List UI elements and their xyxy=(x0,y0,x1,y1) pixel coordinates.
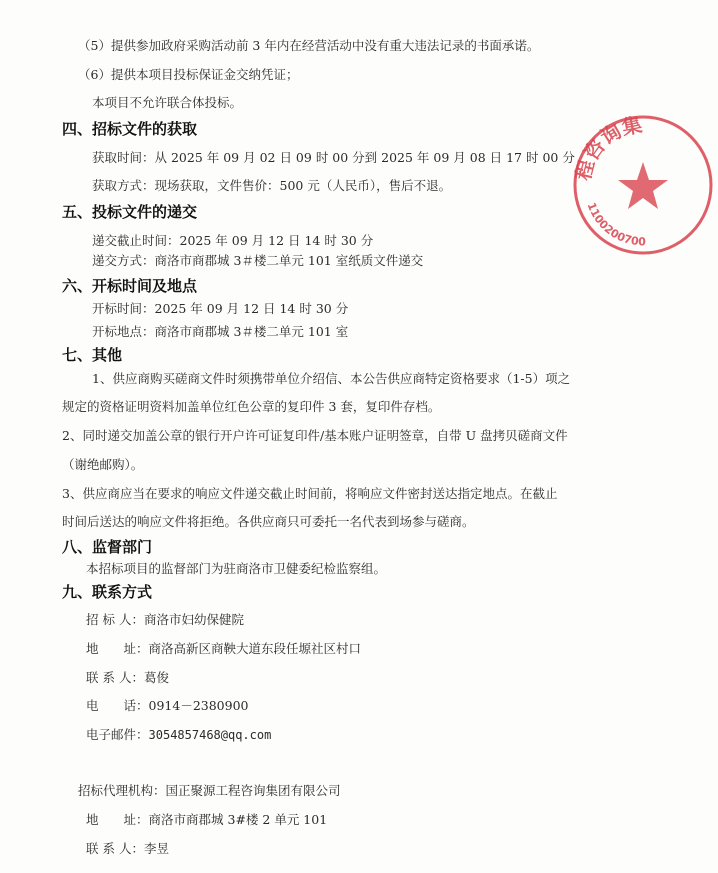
buyer-contact-label: 联 系 人： xyxy=(86,670,144,685)
buyer-address-row xyxy=(86,641,361,657)
other-para-3a: 3、供应商应当在要求的响应文件递交截止时间前，将响应文件密封送达指定地点。在截止 xyxy=(62,486,558,501)
seal-arc-text: 程咨询集 xyxy=(570,112,645,183)
section-9-heading: 九、联系方式 xyxy=(62,583,153,601)
buyer-name: 商洛市妇幼保健院 xyxy=(143,612,244,627)
other-para-1a: 1、供应商购买磋商文件时须携带单位介绍信、本公告供应商特定资格要求（1-5）项之 xyxy=(92,371,571,386)
other-para-1b: 规定的资格证明资料加盖单位红色公章的复印件 3 套，复印件存档。 xyxy=(62,399,441,414)
item-5: （5）提供参加政府采购活动前 3 年内在经营活动中没有重大违法记录的书面承诺。 xyxy=(78,38,540,53)
agency-address-row xyxy=(86,812,327,828)
section-8-heading: 八、监督部门 xyxy=(62,538,153,556)
section-5-heading: 五、投标文件的递交 xyxy=(62,203,198,221)
agency-label: 招标代理机构： xyxy=(78,783,166,798)
section-7-heading: 七、其他 xyxy=(62,346,123,364)
other-para-2b: （谢绝邮购）。 xyxy=(62,457,144,472)
agency-address-label: 地 址： xyxy=(86,812,149,827)
supervision-text: 本招标项目的监督部门为驻商洛市卫健委纪检监察组。 xyxy=(86,561,387,576)
buyer-email-row xyxy=(86,727,271,743)
buyer-phone: 0914－2380900 xyxy=(148,698,249,713)
seal-star-icon xyxy=(618,162,668,209)
acquire-method: 获取方式：现场获取，文件售价：500 元（人民币），售后不退。 xyxy=(92,178,452,193)
agency-address: 商洛市商郡城 3#楼 2 单元 101 xyxy=(148,812,328,827)
buyer-email-label: 电子邮件： xyxy=(86,727,149,742)
no-consortium-note: 本项目不允许联合体投标。 xyxy=(92,95,243,110)
buyer-email[interactable]: 3054857468@qq.com xyxy=(148,728,272,742)
agency-row xyxy=(78,783,341,799)
submit-method: 递交方式：商洛市商郡城 3＃楼二单元 101 室纸质文件递交 xyxy=(92,253,424,268)
opening-place: 开标地点：商洛市商郡城 3＃楼二单元 101 室 xyxy=(92,324,349,339)
acquire-time: 获取时间：从 2025 年 09 月 02 日 09 时 00 分到 2025 年 09 月 08 日 17 时 00 分 xyxy=(92,150,575,165)
seal-number: 1100200700 xyxy=(584,200,646,249)
agency-contact-label: 联 系 人： xyxy=(86,841,144,856)
buyer-contact-row xyxy=(86,670,169,686)
buyer-row xyxy=(86,612,244,628)
submit-deadline: 递交截止时间：2025 年 09 月 12 日 14 时 30 分 xyxy=(92,233,374,248)
section-4-heading: 四、招标文件的获取 xyxy=(62,120,198,138)
buyer-phone-row xyxy=(86,698,249,714)
opening-time: 开标时间：2025 年 09 月 12 日 14 时 30 分 xyxy=(92,301,349,316)
buyer-address-label: 地 址： xyxy=(86,641,149,656)
section-6-heading: 六、开标时间及地点 xyxy=(62,277,198,295)
buyer-address: 商洛高新区商鞅大道东段任塬社区村口 xyxy=(148,641,362,656)
agency-contact-row xyxy=(86,841,169,857)
buyer-phone-label: 电 话： xyxy=(86,698,149,713)
buyer-label: 招 标 人： xyxy=(86,612,144,627)
agency-contact: 李昱 xyxy=(143,841,169,856)
other-para-2a: 2、同时递交加盖公章的银行开户许可证复印件/基本账户证明签章，自带 U 盘拷贝磋商文件 xyxy=(62,428,568,443)
agency-name: 国正聚源工程咨询集团有限公司 xyxy=(165,783,341,798)
company-seal xyxy=(568,110,718,260)
item-6: （6）提供本项目投标保证金交纳凭证； xyxy=(78,67,299,82)
buyer-contact: 葛俊 xyxy=(143,670,169,685)
other-para-3b: 时间后送达的响应文件将拒绝。各供应商只可委托一名代表到场参与磋商。 xyxy=(62,514,475,529)
